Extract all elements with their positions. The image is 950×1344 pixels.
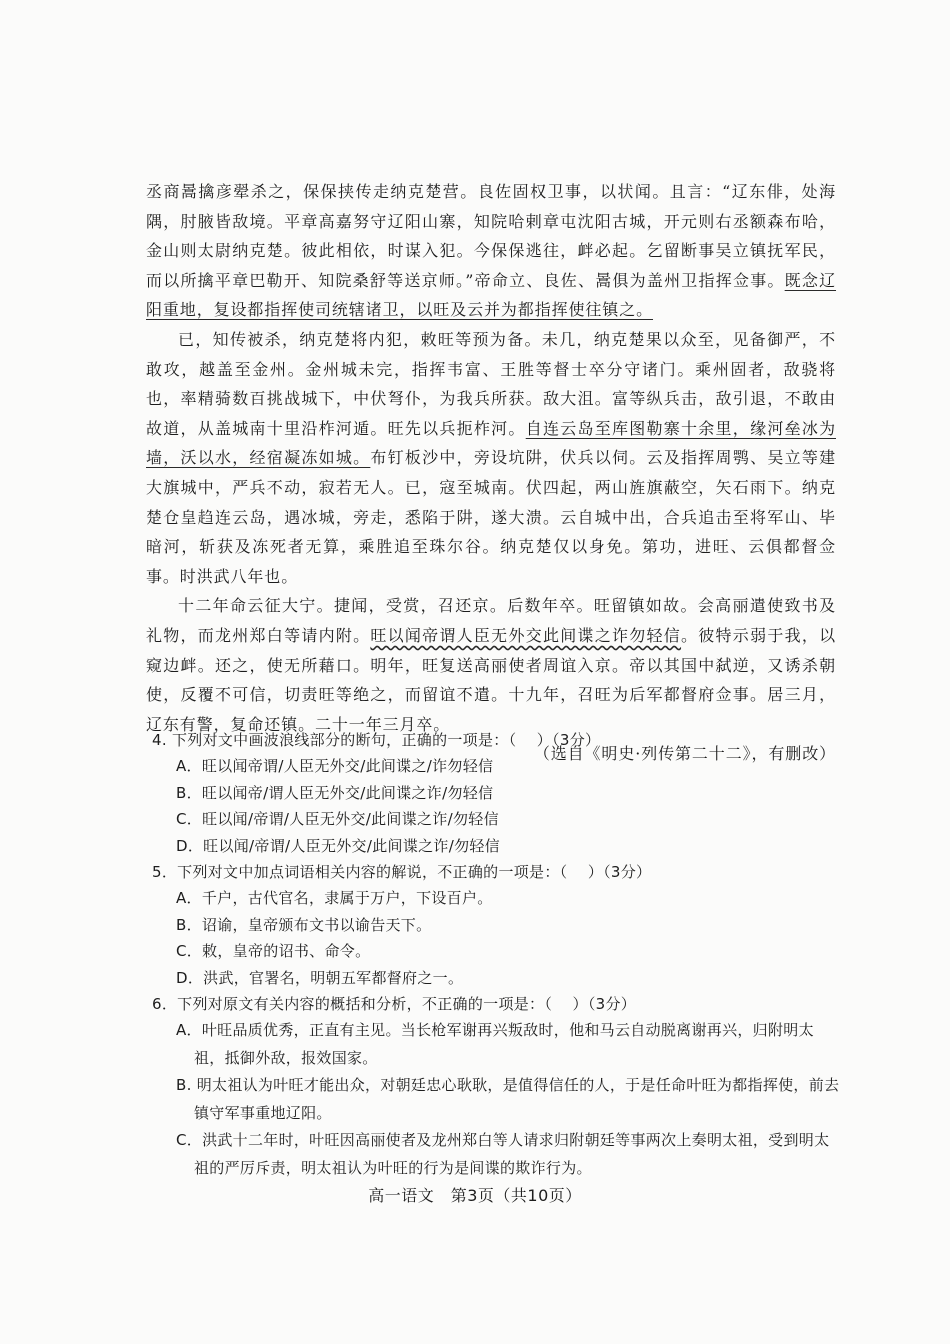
option-c: C．旺以闻/帝谓/人臣无外交/此间谍之诈/勿轻信 <box>176 810 499 828</box>
question-6 <box>152 991 842 1182</box>
question-stem: 6．下列对原文有关内容的概括和分析，不正确的一项是：（ ）（3分） <box>152 995 637 1013</box>
underlined-sentence: 既念辽阳重地，复设都指挥使司统辖诸卫，以旺及云并为都指挥使往镇之。 <box>146 270 837 320</box>
passage-text: 已，知传被杀，纳克楚将内犯，敕旺等预为备。未几，纳克楚果以众至，见备御严，不敢攻，越盖至金州。金州城未完，指挥韦富、王胜等督士卒分守诸门。乘州固者，敌骁将也，率精骑数百挑战城下，中伏弩仆，为我兵所获。敌大沮。富等纵兵击，敌引退，不敢由故道，从盖城南十里沿柞河遁。旺先以兵扼柞河。 <box>146 329 836 438</box>
passage-paragraph-3 <box>146 591 836 739</box>
passage-text: 。彼特示弱于我，以窥边衅。还之，使无所藉口。明年，旺复送高丽使者周谊入京。帝以其国中弑逆，又诱杀朝使，反覆不可信，切责旺等绝之，而留谊不遣。十九年，召旺为后军都督府佥事。居三月，辽东有警，复命还镇。二十一年三月卒。 <box>146 625 837 734</box>
reading-passage <box>146 177 836 769</box>
option-a: A．叶旺品质优秀，正直有主见。当长枪军谢再兴叛敌时，他和马云自动脱离谢再兴，归附明太祖，抵御外敌，报效国家。 <box>176 1021 814 1067</box>
option-b: B. 明太祖认为叶旺才能出众，对朝廷忠心耿耿，是值得信任的人，于是任命叶旺为都指挥使，前去镇守军事重地辽阳。 <box>176 1076 840 1122</box>
option-a: A．千户，古代官名，隶属于万户，下设百户。 <box>176 889 493 907</box>
passage-text: 十二年命云征大宁。捷闻，受赏，召还京。后数年卒。旺留镇如故。会高丽遣使致书及礼物，而龙州郑白等请内附。 <box>146 596 836 645</box>
passage-paragraph-1 <box>146 177 836 325</box>
option-a: A．旺以闻帝谓/人臣无外交/此间谍之/诈勿轻信 <box>176 757 494 775</box>
question-list <box>152 727 842 1182</box>
question-4 <box>152 727 842 859</box>
option-d: D．旺以闻/帝谓/人臣无外交/此间谍之诈/勿轻信 <box>176 836 500 855</box>
question-stem: 4. 下列对文中画波浪线部分的断句，正确的一项是：（ ）（3分） <box>152 731 601 749</box>
passage-paragraph-2 <box>146 325 836 591</box>
wavy-underlined-sentence: 旺以闻帝谓人臣无外交此间谍之诈勿轻信 <box>370 625 682 645</box>
passage-source: （选自《明史·列传第二十二》，有删改） <box>533 744 836 764</box>
underlined-sentence: 自连云岛至库图勒寨十余里，缘河垒冰为墙，沃以水，经宿凝冻如城。 <box>146 418 836 468</box>
option-c: C．洪武十二年时，叶旺因高丽使者及龙州郑白等人请求归附朝廷等事两次上奏明太祖，受到明太祖的严厉斥责，明太祖认为叶旺的行为是间谍的欺诈行为。 <box>176 1131 830 1177</box>
passage-text: 丞商暠擒彦翚杀之，保保挟传走纳克楚营。良佐固权卫事，以状闻。且言：“辽东俳，处海隅，肘腋皆敌境。平章高嘉努守辽阳山寨，知院哈剌章屯沈阳古城，开元则右丞额森布哈，金山则太尉纳克楚。彼此相依，时谋入犯。今保保逃往，衅必起。乞留断事吴立镇抚军民，而以所擒平章巴勒开、知院桑舒等送京师。”帝命立、良佐、暠俱为盖州卫指挥佥事。 <box>146 182 836 290</box>
passage-text: 布钉板沙中，旁设坑阱，伏兵以伺。云及指挥周鹗、吴立等建大旗城中，严兵不动，寂若无人。已，寇至城南。伏四起，两山旌旗蔽空，矢石雨下。纳克楚仓皇趋连云岛，遇冰城，旁走，悉陷于阱，遂大溃。云自城中出，合兵追击至将军山、毕暗河，斩获及冻死者无算，乘胜追至珠尔谷。纳克楚仅以身免。第功，进旺、云俱都督佥事。时洪武八年也。 <box>146 448 836 586</box>
option-b: B．旺以闻帝/谓人臣无外交/此间谍之诈/勿轻信 <box>176 783 494 802</box>
page-footer: 高一语文 第3页（共10页） <box>368 1186 582 1205</box>
option-b: B．诏谕，皇帝颁布文书以谕告天下。 <box>176 915 432 934</box>
option-d: D．洪武，官署名，明朝五军都督府之一。 <box>176 968 464 987</box>
question-5 <box>152 859 842 991</box>
option-c: C．敕，皇帝的诏书、命令。 <box>176 942 371 960</box>
question-stem: 5．下列对文中加点词语相关内容的解说，不正确的一项是：（ ）（3分） <box>152 863 652 881</box>
